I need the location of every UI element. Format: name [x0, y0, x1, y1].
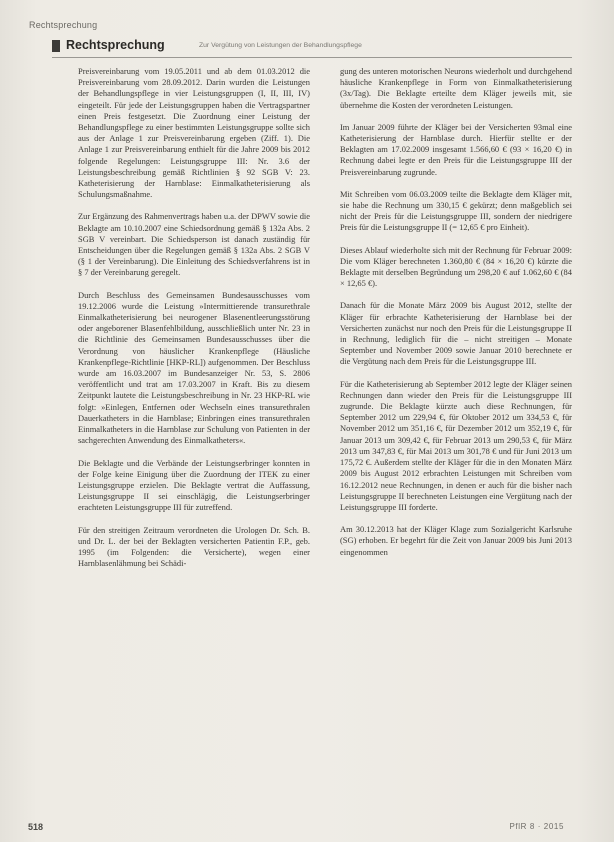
header-rule	[52, 57, 572, 58]
rubric-subtitle: Zur Vergütung von Leistungen der Behandlungspflege	[199, 42, 362, 49]
paragraph: Zur Ergänzung des Rahmenvertrags haben u.a. der DPWV sowie die Beklagte am 10.10.2007 eine Schiedsordnung gemäß § 132a Abs. 2 SGB V vereinbart. Die Schiedsperson ist danach zuständig für Entscheidungen über die Regelungen gemäß § 132a Abs. 2 SGB V (§ 1 der Vereinbarung). Die Einleitung des Schiedsverfahrens ist in § 7 der Vereinbarung geregelt.	[78, 211, 310, 278]
paragraph: Im Januar 2009 führte der Kläger bei der Versicherten 93mal eine Katheterisierung der Harnblase durch. Hierfür stellte er der Beklagten am 17.02.2009 insgesamt 1.566,60 € (93 × 16,20 €) in Rechnung dabei legte er den Preis für die Leistungsgruppe III der Preisvereinbarung zugrunde.	[340, 121, 572, 177]
journal-reference: PflR 8 · 2015	[509, 822, 564, 831]
paragraph: Mit Schreiben vom 06.03.2009 teilte die Beklagte dem Kläger mit, sie habe die Rechnung um 330,15 € gekürzt; denn maßgeblich sei nicht der Preis für die Leistungsgruppe III, sondern der niedrigere Preis für die Leistungsgruppe II (= 12,65 € pro Einheit).	[340, 188, 572, 233]
paragraph: Preisvereinbarung vom 19.05.2011 und ab dem 01.03.2012 die Preisvereinbarung vom 28.09.2012. Darin wurden die Leistungen der Behandlungspflege in vier Leistungsgruppen (I, II, III, IV) eingeteilt. Für jede der Leistungsgruppen haben die Vertragspartner einen Preis festgesetzt. Die Zuordnung einer Leistung der Behandlungspflege zu einer bestimmten Leistungsgruppe sollte sich aus der Anlage 1 zur Preisvereinbarung ergeben (Ziff. 1). Die Anlage 1 zur Preisvereinbarung enthielt für die Jahre 2009 bis 2012 folgende Regelungen: Leistungsgruppe III: Nr. 3.6 der Leistungsbeschreibung gemäß Richtlinien § 92 SGB V: 23. Katheterisierung der Harnblase: Einmalkatheterisierung als Schulungsmaßnahme.	[78, 66, 310, 200]
paragraph: Für den streitigen Zeitraum verordneten die Urologen Dr. Sch. B. und Dr. L. der bei der Beklagten versicherten Patientin F.P., geb. 1995 (im Folgenden: die Versicherte), wegen einer Harnblasenlähmung bei Schädi-	[78, 524, 310, 569]
paragraph: Am 30.12.2013 hat der Kläger Klage zum Sozialgericht Karlsruhe (SG) erhoben. Er begehrt für die Zeit von Januar 2009 bis Juni 2013 eingenommen	[340, 524, 572, 557]
left-column	[78, 66, 310, 580]
right-column	[340, 66, 572, 569]
paragraph: Dieses Ablauf wiederholte sich mit der Rechnung für Februar 2009: Die vom Kläger berechneten 1.360,80 € (84 × 16,20 €) kürzte die Beklagte mit derselben Begründung um 298,20 € auf 1.062,60 € (84 × 12,65 €).	[340, 244, 572, 289]
section-label: Rechtsprechung	[29, 20, 98, 30]
paragraph: Für die Katheterisierung ab September 2012 legte der Kläger seinen Rechnungen dann wieder den Preis für die Leistungsgruppe III zugrunde. Die Beklagte kürzte auch diese Rechnungen, für September 2012 um 229,94 €, für Oktober 2012 um 334,53 €, für November 2012 um 351,16 €, für Dezember 2012 um 352,19 €, für Januar 2013 um 309,42 €, für Februar 2013 um 290,53 €, für März 2013 um 347,83 €, für Mai 2013 um 301,78 € und für Juni 2013 um 175,72 €. Außerdem stellte der Kläger für die in den Monaten März 2009 bis August 2012 erbrachten Leistungen mit Schreiben vom 16.12.2012 neue Rechnungen, in denen er auch für die bisher nach Leistungsgruppe II berechneten Leistungen eine Vergütung nach der Leistungsgruppe III forderte.	[340, 378, 572, 512]
rubric-title: Rechtsprechung	[66, 38, 165, 52]
page-number: 518	[28, 822, 44, 832]
paragraph: Durch Beschluss des Gemeinsamen Bundesausschusses vom 19.12.2006 wurde die Leistung »Intermittierende transurethrale Einmalkatheterisierung bei neurogener Blasenentleerungsstörung oder angeborener Blasenfehlbildung, ausschließlich unter Nr. 23 in die Richtlinie des Gemeinsamen Bundesausschusses über die Verordnung von häuslicher Krankenpflege (Häusliche Krankenpflege-Richtlinie [HKP-RL]) aufgenommen. Der Beschluss wurde am 16.03.2007 im Bundesanzeiger Nr. 53, S. 2806 veröffentlicht und trat am 17.03.2007 in Kraft. Bis zu diesem Zeitpunkt lautete die Leistungsbeschreibung in Nr. 23 HKP-RL wie folgt: »Einlegen, Entfernen oder Wechseln eines transurethralen Dauerkatheters in die Harnblase; Einbringen eines transurethralen Einmalkatheters in die Harnblase zur Schulung von Patienten in der sachgerechten Anwendung des Einmalkatheters«.	[78, 289, 310, 446]
rubric-marker	[52, 40, 60, 52]
paragraph: Danach für die Monate März 2009 bis August 2012, stellte der Kläger für erbrachte Katheterisierung der Harnblase bei der Versicherten zunächst nur noch den Preis für die Leistungsgruppe II in Rechnung, lediglich für die – nicht streitigen – Monate September und November 2009 sowie Januar 2010 berechnete er die Vergütung nach dem Preis für die Leistungsgruppe III.	[340, 300, 572, 367]
paragraph: gung des unteren motorischen Neurons wiederholt und durchgehend häusliche Krankenpflege in Form von Einmalkatheterisierung (3x/Tag). Die Beklagte erteilte dem Kläger jeweils mit, sie übernehme die Kosten der verordneten Leistungen.	[340, 66, 572, 110]
paragraph: Die Beklagte und die Verbände der Leistungserbringer konnten in der Folge keine Einigung über die Zuordnung der ITEK zu einer Leistungsgruppe erzielen. Die Beklagte vertrat die Auffassung, Leistungsgruppe II sei einschlägig, die Leistungserbringer erachteten Leistungsgruppe III für zutreffend.	[78, 457, 310, 513]
